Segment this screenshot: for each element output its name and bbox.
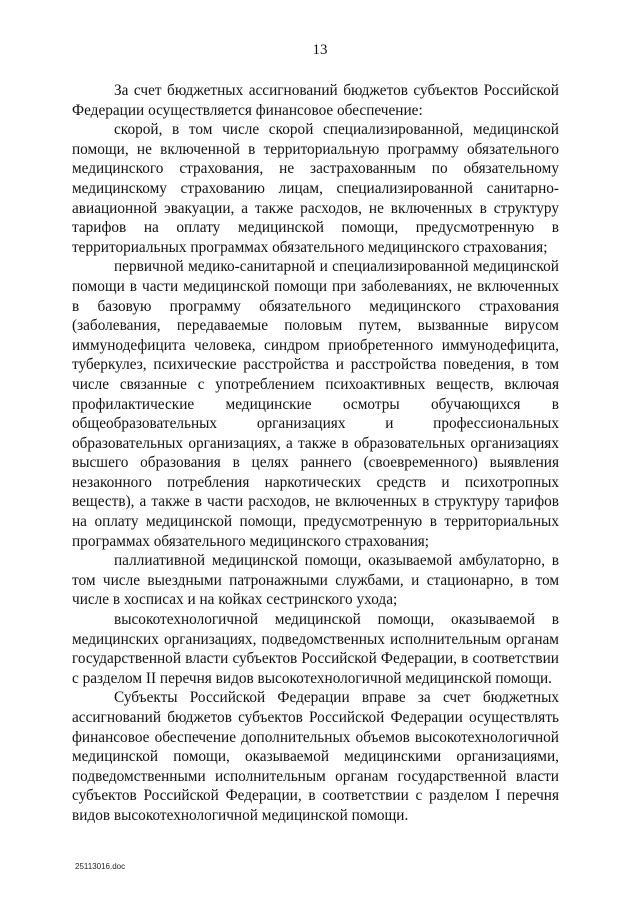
document-body — [72, 81, 559, 826]
paragraph-palliative-care: паллиативной медицинской помощи, оказываемой амбулаторно, в том числе выездными патронажными службами, и стационарно, в том числе в хосписах и на койках сестринского ухода; — [72, 552, 559, 609]
paragraph-intro: За счет бюджетных ассигнований бюджетов субъектов Российской Федерации осуществляется финансовое обеспечение: — [72, 82, 559, 119]
paragraph-additional-funding: Субъекты Российской Федерации вправе за счет бюджетных ассигнований бюджетов субъектов Российской Федерации осуществлять финансовое обеспечение дополнительных объемов высокотехнологичной медицинской помощи, оказываемой медицинскими организациями, подведомственными исполнительным органам государственной власти субъектов Российской Федерации, в соответствии с разделом I перечня видов высокотехнологичной медицинской помощи. — [72, 689, 559, 824]
page-number: 13 — [312, 42, 328, 58]
paragraph-primary-care: первичной медико-санитарной и специализированной медицинской помощи в части медицинской помощи при заболеваниях, не включенных в базовую программу обязательного медицинского страхования (заболевания, передаваемые половым путем, вызванные вирусом иммунодефицита человека, синдром приобретенного иммунодефицита, туберкулез, психические расстройства и расстройства поведения, в том числе связанные с употреблением психоактивных веществ, включая профилактические медицинские осмотры обучающихся в общеобразовательных организациях и профессиональных образовательных организациях, а также в образовательных организациях высшего образования в целях раннего (своевременного) выявления незаконного потребления наркотических средств и психотропных веществ), а также в части расходов, не включенных в структуру тарифов на оплату медицинской помощи, предусмотренную в территориальных программах обязательного медицинского страхования; — [72, 258, 559, 550]
document-file-code: 25113016.doc — [75, 862, 126, 871]
paragraph-high-tech-care: высокотехнологичной медицинской помощи, оказываемой в медицинских организациях, подведомственных исполнительным органам государственной власти субъектов Российской Федерации, в соответствии с разделом II перечня видов высокотехнологичной медицинской помощи. — [72, 611, 559, 687]
paragraph-emergency-care: скорой, в том числе скорой специализированной, медицинской помощи, не включенной в территориальную программу обязательного медицинского страхования, не застрахованным по обязательному медицинскому страхованию лицам, специализированной санитарно-авиационной эвакуации, а также расходов, не включенных в структуру тарифов на оплату медицинской помощи, предусмотренную в территориальных программах обязательного медицинского страхования; — [72, 121, 559, 256]
